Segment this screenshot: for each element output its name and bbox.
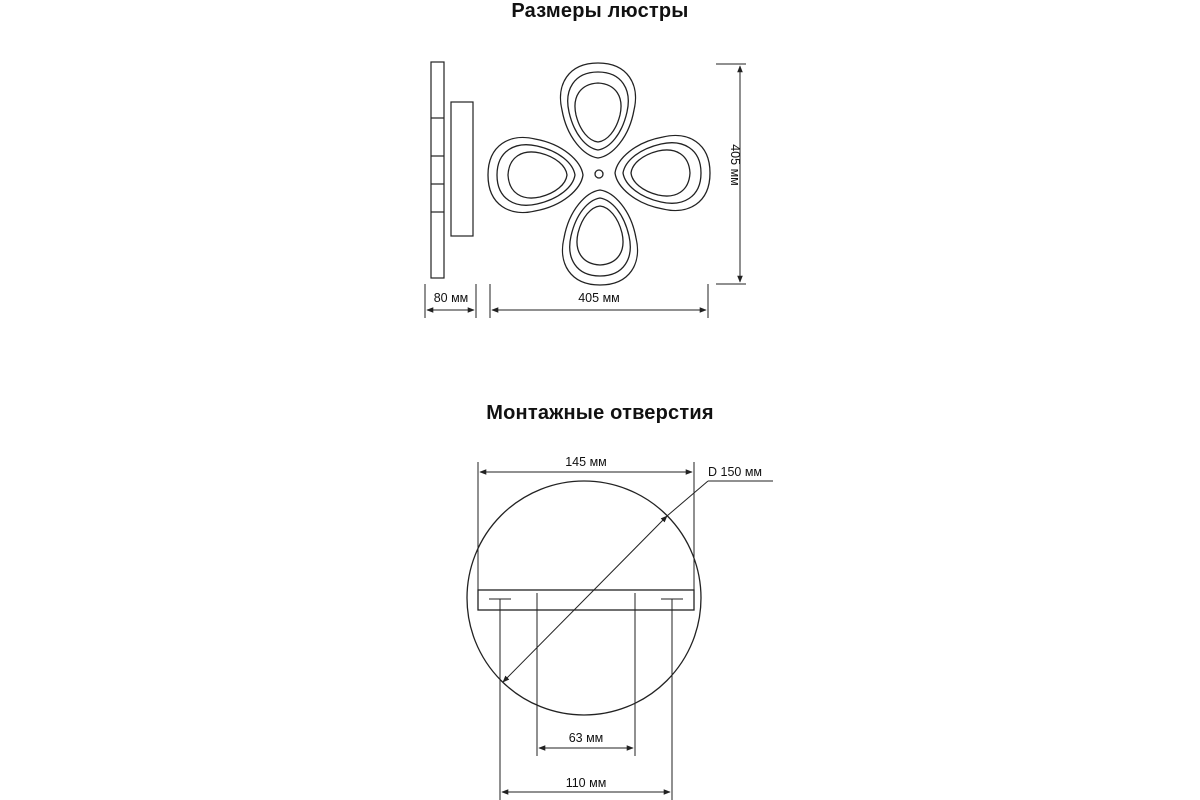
- depth-label: 80 мм: [433, 291, 469, 305]
- width-label: 405 мм: [578, 291, 620, 305]
- center-hub: [595, 170, 603, 178]
- petal-right: [615, 136, 710, 211]
- bracket-length-label: 145 мм: [565, 455, 607, 469]
- mounting-plate: [467, 481, 701, 715]
- side-base-outline: [451, 102, 473, 236]
- mounting-bracket: [478, 590, 694, 610]
- petal-bottom: [563, 190, 638, 285]
- chandelier-side-view: [431, 62, 473, 278]
- chandelier-top-view: [488, 63, 710, 285]
- mounting-holes-title: Монтажные отверстия: [486, 402, 714, 424]
- side-panel-outline: [431, 62, 444, 278]
- petal-top: [561, 63, 636, 158]
- outer-spacing-label: 110 мм: [565, 776, 607, 790]
- petal-left: [488, 138, 583, 213]
- chandelier-dimensions-title: Размеры люстры: [511, 0, 689, 22]
- mounting-circle: [467, 481, 701, 715]
- inner-spacing-label: 63 мм: [568, 731, 604, 745]
- diameter-line: [503, 516, 667, 682]
- diameter-label: D 150 мм: [708, 465, 763, 479]
- height-label: 405 мм: [728, 144, 742, 186]
